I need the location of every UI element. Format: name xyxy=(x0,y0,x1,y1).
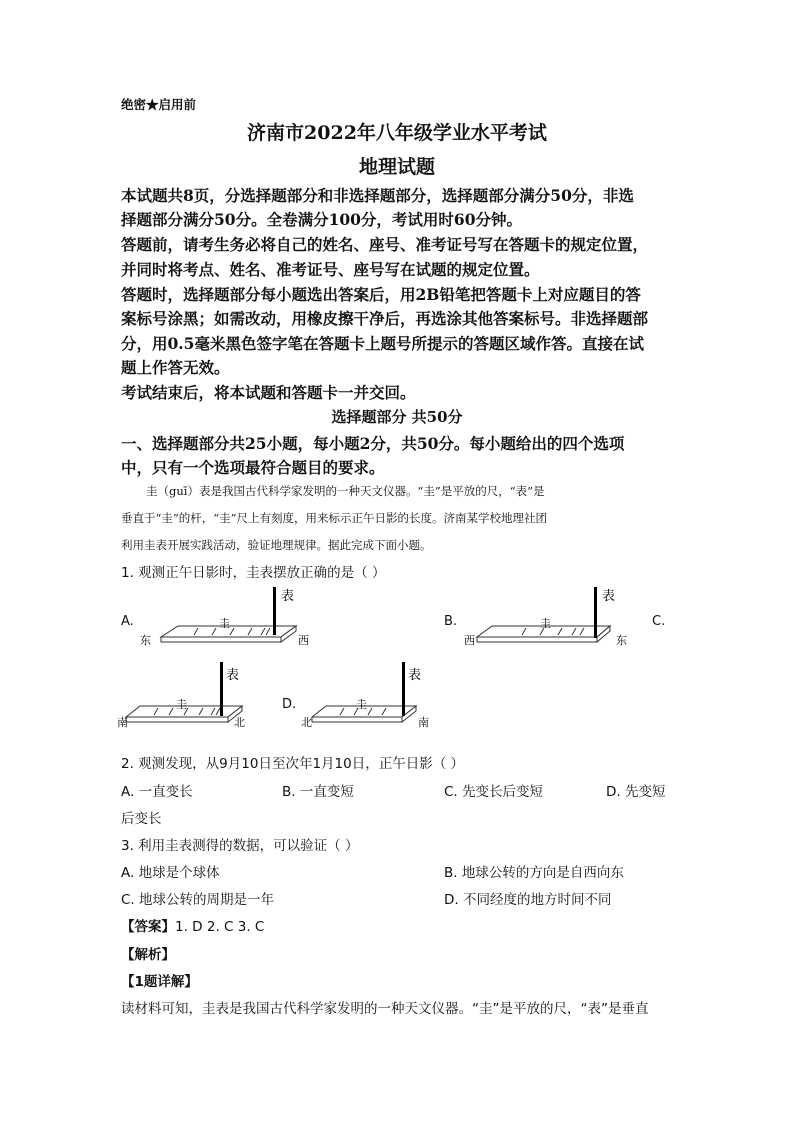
answer-label: 【答案】 xyxy=(121,919,175,935)
analysis-label: 【解析】 xyxy=(121,947,175,963)
section-title: 选择题部分 共50分 xyxy=(331,408,463,426)
gui-ruler-side xyxy=(126,717,228,722)
instruction-line: 案标号涂黑；如需改动，用橡皮擦干净后，再选涂其他答案标号。非选择题部 xyxy=(121,309,649,328)
material-line: 垂直于“圭”的杆，“圭”尺上有刻度，用来标示正午日影的长度。济南某学校地理社团 xyxy=(121,511,548,525)
question-3: 3. 利用圭表测得的数据，可以验证（ ） xyxy=(121,838,359,854)
biao-pole xyxy=(220,662,223,716)
gui-label: 圭 xyxy=(176,698,187,711)
q3-option-a: A. 地球是个球体 xyxy=(121,865,220,881)
direction-left-label: 东 xyxy=(140,634,151,647)
instruction-line: 答题时，选择题部分每小题选出答案后，用2B铅笔把答题卡上对应题目的答 xyxy=(121,285,641,304)
direction-right-label: 北 xyxy=(234,716,245,729)
direction-left-label: 北 xyxy=(301,716,312,729)
question-2: 2. 观测发现，从9月10日至次年1月10日，正午日影（ ） xyxy=(121,756,464,772)
gui-biao-figure-d xyxy=(298,660,438,732)
q2-option-c: C. 先变长后变短 xyxy=(444,784,544,800)
q3-option-b: B. 地球公转的方向是自西向东 xyxy=(444,865,624,881)
gui-biao-figure-a xyxy=(136,585,316,655)
figure-d-label: D. xyxy=(282,697,297,712)
detail-label: 【1题详解】 xyxy=(121,974,198,990)
gui-biao-figure-c xyxy=(114,660,254,732)
gui-ruler-side xyxy=(477,637,597,642)
biao-pole xyxy=(594,587,597,638)
biao-label: 表 xyxy=(281,589,295,604)
instruction-line: 题上作答无效。 xyxy=(121,358,230,377)
question-1: 1. 观测正午日影时，圭表摆放正确的是（ ） xyxy=(121,565,386,581)
biao-pole xyxy=(402,662,405,716)
instruction-line: 并同时将考点、姓名、准考证号、座号写在试题的规定位置。 xyxy=(121,260,540,279)
instruction-line: 考试结束后，将本试题和答题卡一并交回。 xyxy=(121,383,416,402)
biao-label: 表 xyxy=(602,589,616,604)
direction-right-label: 西 xyxy=(298,634,309,647)
instruction-line: 本试题共8页，分选择题部分和非选择题部分，选择题部分满分50分，非选 xyxy=(121,186,634,205)
exam-title: 济南市2022年八年级学业水平考试 xyxy=(247,122,547,144)
q2-option-d-wrap: 后变长 xyxy=(121,811,162,827)
gui-ruler-side xyxy=(312,717,402,722)
material-line: 利用圭表开展实践活动，验证地理规律。据此完成下面小题。 xyxy=(121,538,432,552)
detail-text: 读材料可知，圭表是我国古代科学家发明的一种天文仪器。“圭”是平放的尺，“表”是垂直 xyxy=(121,1001,649,1017)
confidential-mark: 绝密★启用前 xyxy=(121,97,197,112)
instruction-line: 择题部分满分50分。全卷满分100分，考试用时60分钟。 xyxy=(121,210,522,229)
direction-right-label: 南 xyxy=(418,716,429,729)
biao-pole xyxy=(273,587,276,635)
gui-biao-figure-b xyxy=(462,585,642,655)
gui-ruler-side xyxy=(161,637,281,642)
q3-option-c: C. 地球公转的周期是一年 xyxy=(121,892,275,908)
instruction-line: 分，用0.5毫米黑色签字笔在答题卡上题号所提示的答题区域作答。直接在试 xyxy=(121,334,644,353)
direction-left-label: 西 xyxy=(464,634,475,647)
material-line: 圭（guī）表是我国古代科学家发明的一种天文仪器。“圭”是平放的尺，“表”是 xyxy=(146,484,545,498)
q2-option-b: B. 一直变短 xyxy=(282,784,354,800)
q2-option-a: A. 一直变长 xyxy=(121,784,193,800)
gui-label: 圭 xyxy=(540,617,551,630)
q3-option-d: D. 不同经度的地方时间不同 xyxy=(444,892,612,908)
q2-option-d: D. 先变短 xyxy=(606,784,666,800)
answer-row xyxy=(121,915,264,935)
figure-b-label: B. xyxy=(444,614,458,629)
section-intro: 一、选择题部分共25小题，每小题2分，共50分。每小题给出的四个选项 xyxy=(121,434,625,453)
section-intro: 中，只有一个选项最符合题目的要求。 xyxy=(121,458,385,477)
figure-c-label: C. xyxy=(652,614,666,629)
gui-label: 圭 xyxy=(219,617,230,630)
biao-label: 表 xyxy=(226,668,240,683)
figure-a-label: A. xyxy=(121,614,134,629)
instruction-line: 答题前，请考生务必将自己的姓名、座号、准考证号写在答题卡的规定位置， xyxy=(121,235,649,254)
answer-text: 1. D 2. C 3. C xyxy=(175,919,265,935)
direction-left-label: 南 xyxy=(117,716,128,729)
gui-label: 圭 xyxy=(356,698,367,711)
direction-right-label: 东 xyxy=(616,634,627,647)
exam-subtitle: 地理试题 xyxy=(358,156,435,178)
biao-label: 表 xyxy=(408,668,422,683)
